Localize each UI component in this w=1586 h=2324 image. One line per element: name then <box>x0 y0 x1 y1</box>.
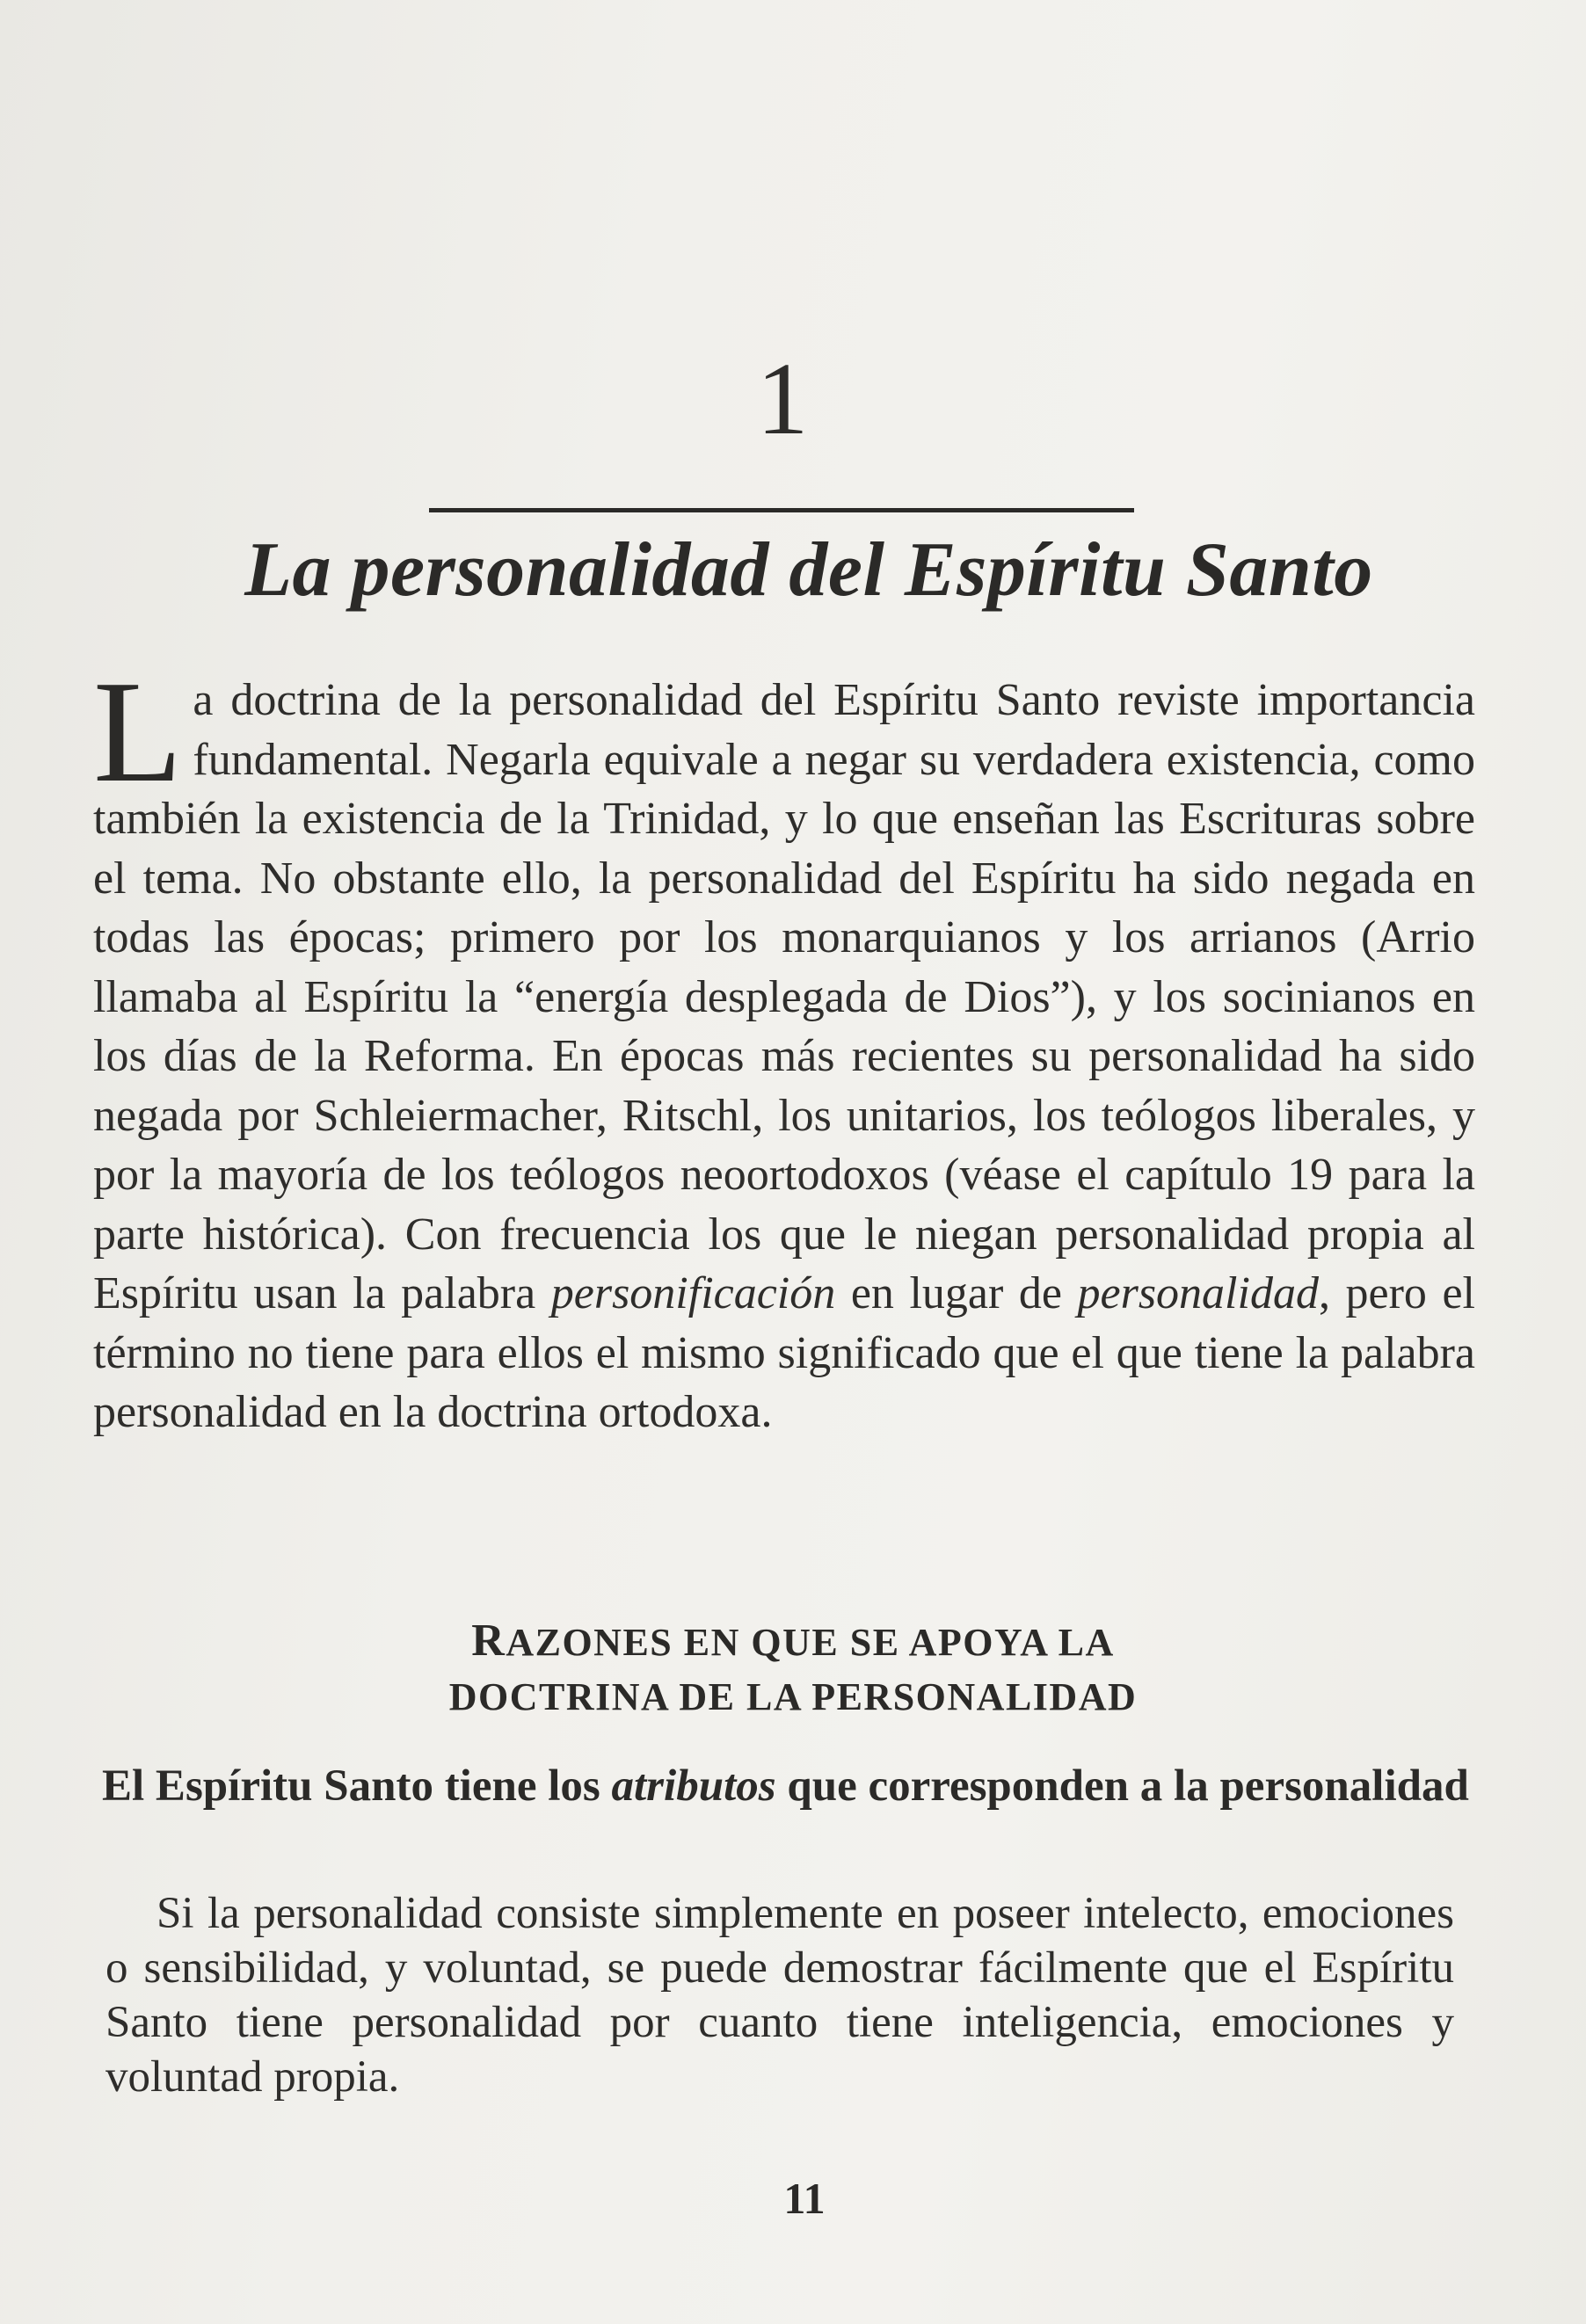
intro-text-part-3: , pero el término no tiene para ellos el mismo significado que el que tiene la palabra personalidad en la doctrina ortodoxa. <box>93 1268 1475 1437</box>
chapter-rule <box>429 508 1134 512</box>
drop-cap: L <box>93 650 183 812</box>
section-heading-line-1 <box>0 1614 1586 1670</box>
intro-text-part-1: a doctrina de la personalidad del Espíritu Santo reviste importancia fundamental. Negarla equivale a negar su verdadera existencia, como también la existencia de la Trinidad, y lo que enseñan las Escrituras sobre el tema. No obstante ello, la personalidad del Espíritu ha sido negada en todas las épocas; primero por los monarquianos y los arrianos (Arrio llamaba al Espíritu la “energía desplegada de Dios”), y los socinianos en los días de la Reforma. En épocas más recientes su personalidad ha sido negada por Schleiermacher, Ritschl, los unitarios, los teólogos liberales, y por la mayoría de los teólogos neoortodoxos (véase el capítulo 19 para la parte histórica). Con frecuencia los que le niegan personalidad propia al Espíritu usan la palabra <box>93 675 1475 1318</box>
page-number: 11 <box>783 2174 826 2223</box>
subsection-heading-part-2: que corresponden a la personalidad <box>775 1761 1469 1811</box>
intro-text-part-2: en lugar de <box>835 1268 1078 1318</box>
section-heading-initial: R <box>471 1616 506 1666</box>
chapter-title: La personalidad del Espíritu Santo <box>244 527 1373 613</box>
section-heading-line-1-rest: AZONES EN QUE SE APOYA LA <box>506 1621 1115 1664</box>
section-heading-line-2: DOCTRINA DE LA PERSONALIDAD <box>448 1675 1138 1718</box>
subsection-heading-part-1: El Espíritu Santo tiene los <box>102 1761 612 1811</box>
section-heading <box>0 1614 1586 1725</box>
intro-emphasis-personificacion: personificación <box>550 1268 836 1318</box>
intro-emphasis-personalidad: personalidad <box>1077 1268 1319 1318</box>
subsection-heading-emphasis: atributos <box>611 1761 776 1811</box>
intro-paragraph <box>93 650 1475 1442</box>
subsection-heading <box>102 1756 1473 1816</box>
chapter-number: 1 <box>756 341 809 456</box>
subsection-paragraph: Si la personalidad consiste simplemente en poseer intelecto, emociones o sensibilidad, y voluntad, se puede demostrar fácilmente que el Espíritu Santo tiene personalidad por cuanto tiene inteligencia, emociones y voluntad propia. <box>105 1889 1454 2102</box>
